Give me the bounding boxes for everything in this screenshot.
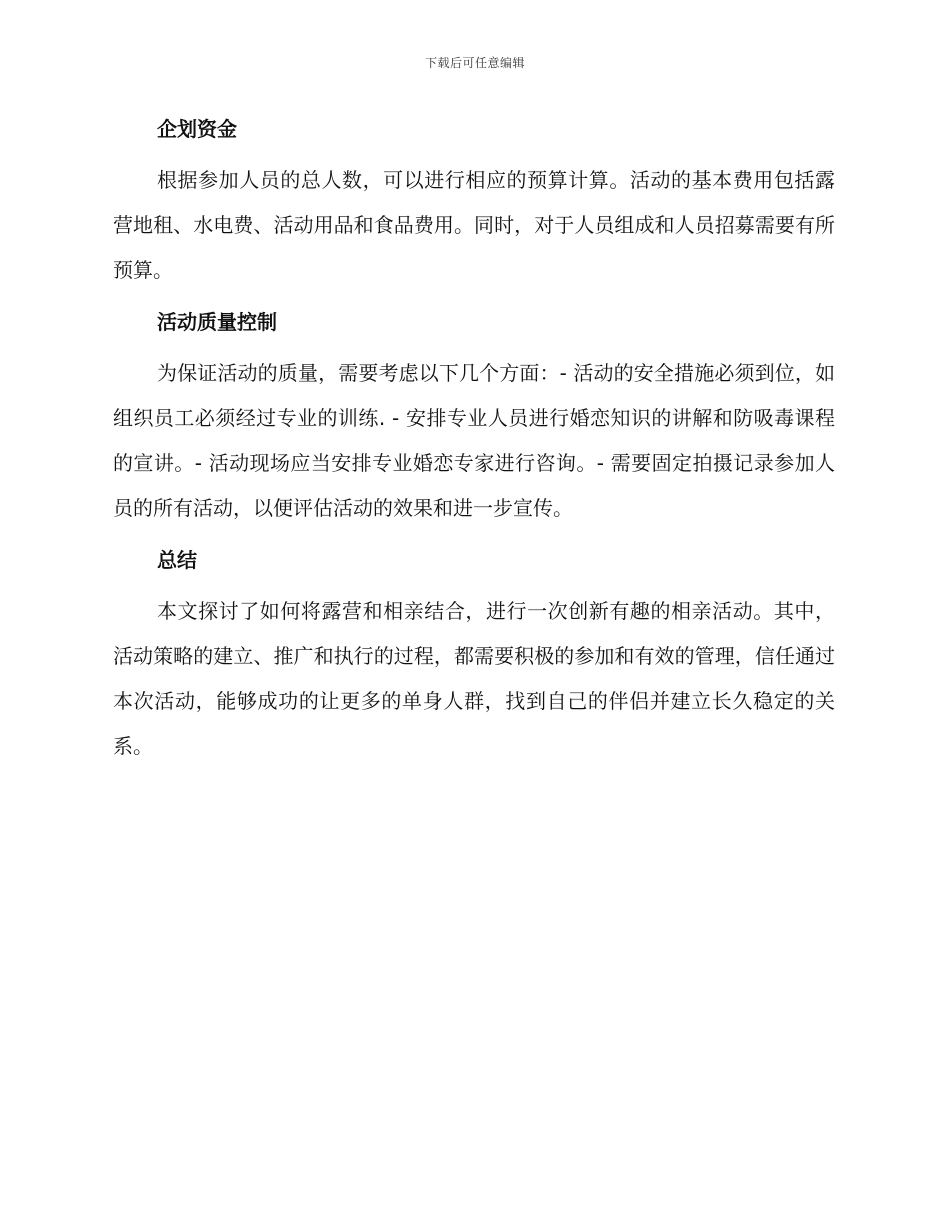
- section-title-funding: 企划资金: [157, 117, 237, 141]
- section-body-funding: 根据参加人员的总人数，可以进行相应的预算计算。活动的基本费用包括露营地租、水电费、活动用品和食品费用。同时，对于人员组成和人员招募需要有所预算。: [113, 168, 835, 282]
- section-title-summary: 总结: [157, 548, 197, 572]
- section-summary: [113, 543, 835, 769]
- section-body-summary: 本文探讨了如何将露营和相亲结合，进行一次创新有趣的相亲活动。其中，活动策略的建立、推广和执行的过程，都需要积极的参加和有效的管理，信任通过本次活动，能够成功的让更多的单身人群，找到自己的伴侣并建立长久稳定的关系。: [113, 599, 835, 758]
- header-note: 下载后可任意编辑: [424, 56, 525, 70]
- section-title-quality-control: 活动质量控制: [157, 310, 277, 334]
- section-quality-control: [113, 305, 835, 531]
- document-content: [113, 112, 835, 781]
- section-funding: [113, 112, 835, 293]
- section-body-quality-control: 为保证活动的质量，需要考虑以下几个方面：- 活动的安全措施必须到位，如组织员工必须经过专业的训练. - 安排专业人员进行婚恋知识的讲解和防吸毒课程的宣讲。- 活动现场应当安排专业婚恋专家进行咨询。- 需要固定拍摄记录参加人员的所有活动，以便评估活动的效果和进一步宣传。: [113, 361, 835, 520]
